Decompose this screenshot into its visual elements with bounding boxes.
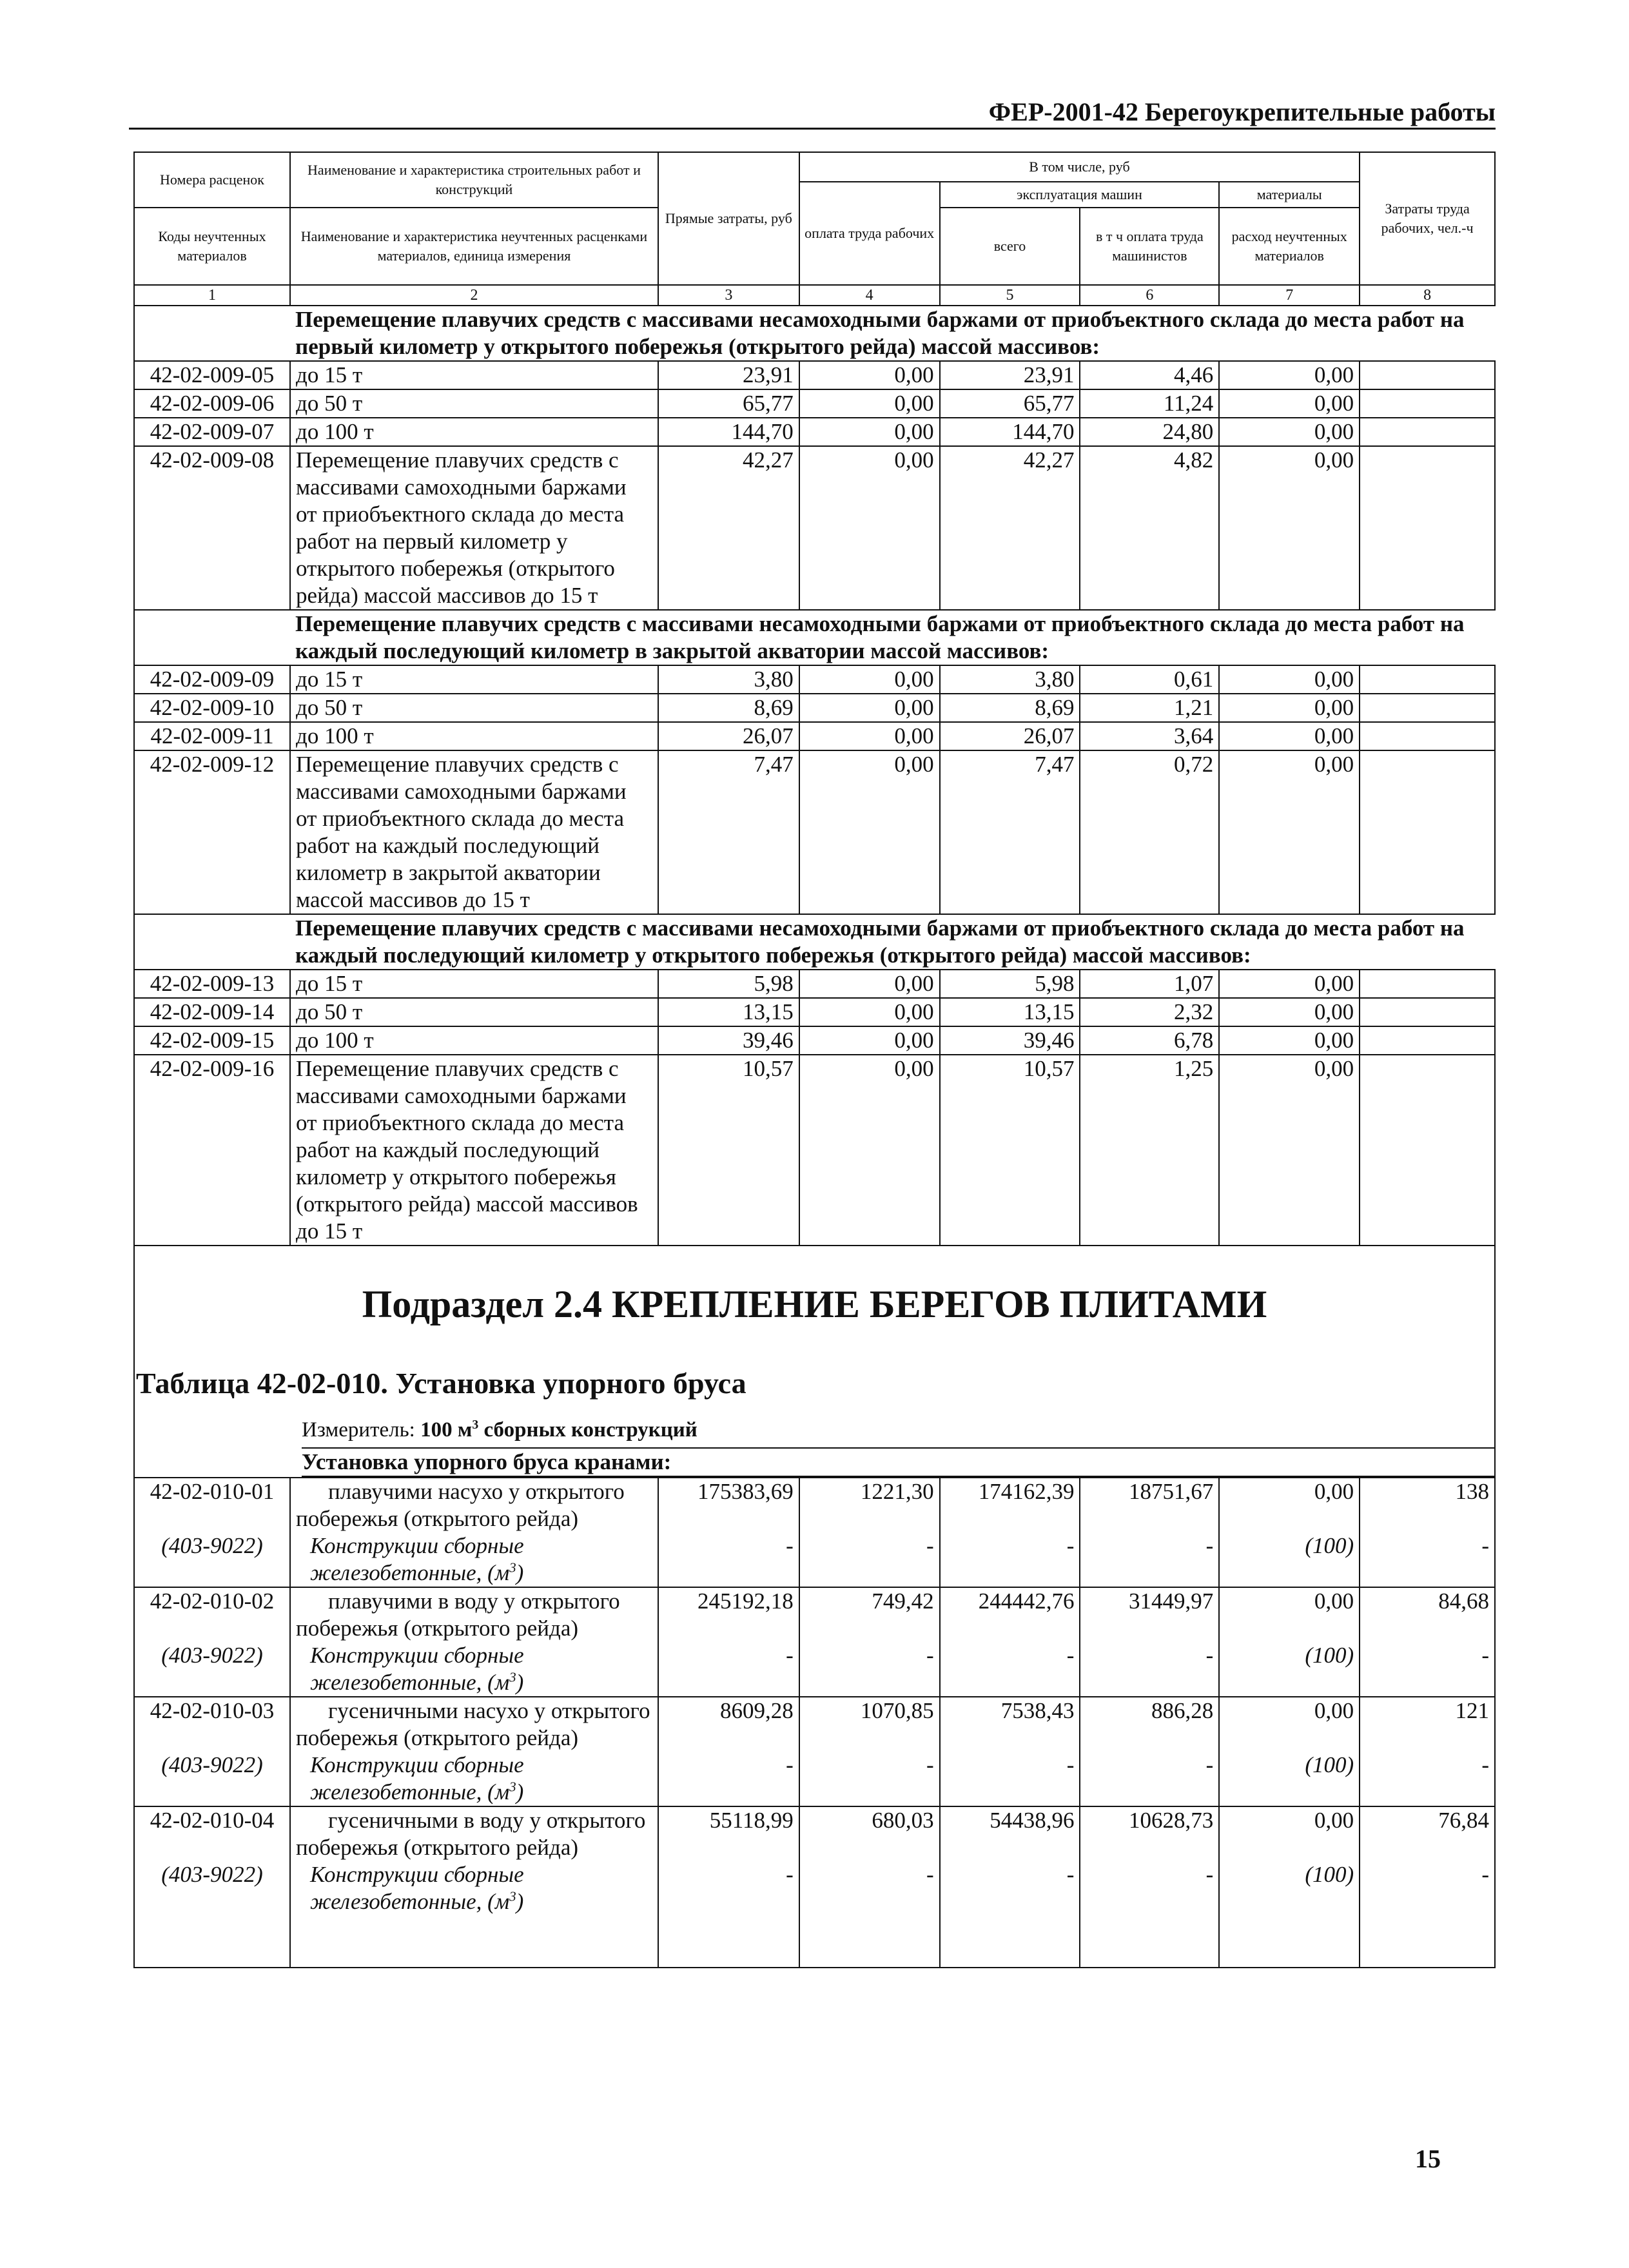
header-index-3: 3 xyxy=(658,285,799,306)
header-codes: Коды неучтенных материалов xyxy=(134,208,290,285)
rate-name: гусеничными в воду у открытого побережья (открытого рейда) xyxy=(290,1806,658,1861)
machine-total: 10,57 xyxy=(940,1055,1080,1246)
rate-code: 42-02-009-12 xyxy=(134,750,290,914)
worker-pay: 0,00 xyxy=(799,970,940,998)
header-machine-operators-pay: в т ч оплата труда машинистов xyxy=(1080,208,1219,285)
worker-pay: 680,03 xyxy=(799,1806,940,1861)
table-row xyxy=(134,1026,1495,1055)
rate-name: до 15 т xyxy=(290,361,658,389)
rate-code: 42-02-009-07 xyxy=(134,418,290,446)
direct-costs: 42,27 xyxy=(658,446,799,610)
labor xyxy=(1360,446,1495,610)
material-row: (403-9022) Конструкции сборные железобетонные, $(м^3)$ - - - - (100) - xyxy=(134,1642,1495,1697)
materials: 0,00 xyxy=(1219,389,1360,418)
header-index-6: 6 xyxy=(1080,285,1219,306)
table-row xyxy=(134,1697,1495,1752)
material-name: Конструкции сборные железобетонные, $(м^3)$ xyxy=(290,1532,658,1587)
machine-total: 54438,96 xyxy=(940,1806,1080,1861)
materials: 0,00 xyxy=(1219,1478,1360,1532)
labor xyxy=(1360,722,1495,750)
materials: 0,00 xyxy=(1219,361,1360,389)
materials: 0,00 xyxy=(1219,418,1360,446)
rate-code: 42-02-010-04 xyxy=(134,1806,290,1861)
worker-pay: 0,00 xyxy=(799,389,940,418)
header-worker-pay: оплата труда рабочих xyxy=(799,182,940,285)
materials: 0,00 xyxy=(1219,1806,1360,1861)
rate-code: 42-02-009-05 xyxy=(134,361,290,389)
material-code: (403-9022) xyxy=(134,1642,290,1697)
materials: 0,00 xyxy=(1219,1026,1360,1055)
measure-unit: Измеритель: 100 $м^3$ сборных конструкций xyxy=(302,1416,1494,1449)
table-row xyxy=(134,1478,1495,1532)
header-machine-total: всего xyxy=(940,208,1080,285)
header-materials: материалы xyxy=(1219,182,1360,208)
header-materials-use: расход неучтенных материалов xyxy=(1219,208,1360,285)
rate-code: 42-02-009-11 xyxy=(134,722,290,750)
worker-pay: 1070,85 xyxy=(799,1697,940,1752)
worker-pay: 1221,30 xyxy=(799,1478,940,1532)
rate-name: плавучими насухо у открытого побережья (открытого рейда) xyxy=(290,1478,658,1532)
rate-code: 42-02-009-13 xyxy=(134,970,290,998)
group-title: Перемещение плавучих средств с массивами несамоходными баржами от приобъектного склада до места работ на первый километр у открытого побережья (открытого рейда) массой массивов: xyxy=(290,306,1495,361)
labor xyxy=(1360,998,1495,1026)
materials: 0,00 xyxy=(1219,1697,1360,1752)
materials: 0,00 xyxy=(1219,446,1360,610)
worker-pay: 0,00 xyxy=(799,665,940,694)
table-row xyxy=(134,1055,1495,1246)
header-name-materials: Наименование и характеристика неучтенных расценками материалов, единица измерения xyxy=(290,208,658,285)
direct-costs: 10,57 xyxy=(658,1055,799,1246)
machine-total: 7,47 xyxy=(940,750,1080,914)
rate-name: Перемещение плавучих средств с массивами самоходными баржами от приобъектного склада до места работ на каждый последующий километр в закрытой акватории массой массивов до 15 т xyxy=(290,750,658,914)
table-row xyxy=(134,1806,1495,1861)
direct-costs: 13,15 xyxy=(658,998,799,1026)
operators-pay: 24,80 xyxy=(1080,418,1219,446)
header-index-1: 1 xyxy=(134,285,290,306)
table-row xyxy=(134,694,1495,722)
header-index-7: 7 xyxy=(1219,285,1360,306)
worker-pay: 0,00 xyxy=(799,1055,940,1246)
labor xyxy=(1360,1026,1495,1055)
worker-pay: 0,00 xyxy=(799,361,940,389)
labor xyxy=(1360,418,1495,446)
labor: 76,84 xyxy=(1360,1806,1495,1861)
worker-pay: 0,00 xyxy=(799,418,940,446)
worker-pay: 0,00 xyxy=(799,722,940,750)
machine-total: 26,07 xyxy=(940,722,1080,750)
material-name: Конструкции сборные железобетонные, $(м^3)$ xyxy=(290,1642,658,1697)
operators-pay: 11,24 xyxy=(1080,389,1219,418)
header-index-2: 2 xyxy=(290,285,658,306)
group-title: Перемещение плавучих средств с массивами несамоходными баржами от приобъектного склада до места работ на каждый последующий километр в закрытой акватории массой массивов: xyxy=(290,610,1495,665)
rate-code: 42-02-010-02 xyxy=(134,1587,290,1642)
cranes-subtitle: Установка упорного бруса кранами: xyxy=(302,1449,1494,1477)
rate-name: до 15 т xyxy=(290,970,658,998)
materials: 0,00 xyxy=(1219,1055,1360,1246)
direct-costs: 26,07 xyxy=(658,722,799,750)
table-row xyxy=(134,665,1495,694)
direct-costs: 23,91 xyxy=(658,361,799,389)
table-row xyxy=(134,361,1495,389)
materials: 0,00 xyxy=(1219,722,1360,750)
rate-code: 42-02-009-15 xyxy=(134,1026,290,1055)
rate-name: до 50 т xyxy=(290,998,658,1026)
labor xyxy=(1360,389,1495,418)
table-row xyxy=(134,1587,1495,1642)
direct-costs: 144,70 xyxy=(658,418,799,446)
operators-pay: 1,07 xyxy=(1080,970,1219,998)
rate-name: до 100 т xyxy=(290,722,658,750)
labor xyxy=(1360,361,1495,389)
operators-pay: 4,82 xyxy=(1080,446,1219,610)
material-name: Конструкции сборные железобетонные, $(м^3)$ xyxy=(290,1861,658,1915)
labor xyxy=(1360,694,1495,722)
rate-name: гусеничными насухо у открытого побережья (открытого рейда) xyxy=(290,1697,658,1752)
header-direct-costs: Прямые затраты, руб xyxy=(658,152,799,285)
rate-name: Перемещение плавучих средств с массивами самоходными баржами от приобъектного склада до места работ на первый километр у открытого побережья (открытого рейда) массой массивов до 15 т xyxy=(290,446,658,610)
machine-total: 7538,43 xyxy=(940,1697,1080,1752)
direct-costs: 8609,28 xyxy=(658,1697,799,1752)
table-row xyxy=(134,418,1495,446)
table-row xyxy=(134,446,1495,610)
material-code: (403-9022) xyxy=(134,1752,290,1806)
machine-total: 42,27 xyxy=(940,446,1080,610)
operators-pay: 886,28 xyxy=(1080,1697,1219,1752)
rates-table xyxy=(133,152,1496,1968)
header-including: В том числе, руб xyxy=(799,152,1360,182)
operators-pay: 2,32 xyxy=(1080,998,1219,1026)
worker-pay: 749,42 xyxy=(799,1587,940,1642)
direct-costs: 8,69 xyxy=(658,694,799,722)
operators-pay: 10628,73 xyxy=(1080,1806,1219,1861)
machine-total: 23,91 xyxy=(940,361,1080,389)
table-title: Таблица 42-02-010. Установка упорного бруса xyxy=(136,1367,746,1400)
table-row xyxy=(134,998,1495,1026)
operators-pay: 31449,97 xyxy=(1080,1587,1219,1642)
rate-name: до 50 т xyxy=(290,389,658,418)
operators-pay: 18751,67 xyxy=(1080,1478,1219,1532)
rate-code: 42-02-010-01 xyxy=(134,1478,290,1532)
labor xyxy=(1360,750,1495,914)
machine-total: 5,98 xyxy=(940,970,1080,998)
operators-pay: 1,21 xyxy=(1080,694,1219,722)
materials: 0,00 xyxy=(1219,1587,1360,1642)
rate-name: до 100 т xyxy=(290,418,658,446)
machine-total: 3,80 xyxy=(940,665,1080,694)
worker-pay: 0,00 xyxy=(799,694,940,722)
operators-pay: 0,72 xyxy=(1080,750,1219,914)
materials: 0,00 xyxy=(1219,998,1360,1026)
operators-pay: 6,78 xyxy=(1080,1026,1219,1055)
labor: 138 xyxy=(1360,1478,1495,1532)
page-number: 15 xyxy=(1415,2144,1441,2173)
labor: 121 xyxy=(1360,1697,1495,1752)
labor xyxy=(1360,970,1495,998)
rate-code: 42-02-009-10 xyxy=(134,694,290,722)
material-row: (403-9022) Конструкции сборные железобетонные, $(м^3)$ - - - - (100) - xyxy=(134,1861,1495,1915)
rate-name: Перемещение плавучих средств с массивами самоходными баржами от приобъектного склада до места работ на каждый последующий километр у открытого побережья (открытого рейда) массой массивов до 15 т xyxy=(290,1055,658,1246)
rate-name: плавучими в воду у открытого побережья (открытого рейда) xyxy=(290,1587,658,1642)
materials: 0,00 xyxy=(1219,665,1360,694)
worker-pay: 0,00 xyxy=(799,750,940,914)
direct-costs: 3,80 xyxy=(658,665,799,694)
operators-pay: 3,64 xyxy=(1080,722,1219,750)
rate-name: до 100 т xyxy=(290,1026,658,1055)
table-row xyxy=(134,722,1495,750)
rate-code: 42-02-009-14 xyxy=(134,998,290,1026)
labor: 84,68 xyxy=(1360,1587,1495,1642)
header-name: Наименование и характеристика строительных работ и конструкций xyxy=(290,152,658,208)
material-code: (403-9022) xyxy=(134,1532,290,1587)
machine-total: 13,15 xyxy=(940,998,1080,1026)
header-labor: Затраты труда рабочих, чел.-ч xyxy=(1360,152,1495,285)
rate-code: 42-02-009-06 xyxy=(134,389,290,418)
rate-code: 42-02-009-08 xyxy=(134,446,290,610)
operators-pay: 4,46 xyxy=(1080,361,1219,389)
rate-code: 42-02-009-09 xyxy=(134,665,290,694)
table-row xyxy=(134,389,1495,418)
direct-costs: 245192,18 xyxy=(658,1587,799,1642)
labor xyxy=(1360,665,1495,694)
material-row: (403-9022) Конструкции сборные железобетонные, $(м^3)$ - - - - (100) - xyxy=(134,1532,1495,1587)
group-title: Перемещение плавучих средств с массивами несамоходными баржами от приобъектного склада до места работ на каждый последующий километр у открытого побережья (открытого рейда) массой массивов: xyxy=(290,914,1495,970)
direct-costs: 65,77 xyxy=(658,389,799,418)
direct-costs: 175383,69 xyxy=(658,1478,799,1532)
material-code: (403-9022) xyxy=(134,1861,290,1915)
header-machine-op: эксплуатация машин xyxy=(940,182,1220,208)
running-header: ФЕР-2001-42 Берегоукрепительные работы xyxy=(988,97,1496,126)
rate-code: 42-02-010-03 xyxy=(134,1697,290,1752)
worker-pay: 0,00 xyxy=(799,1026,940,1055)
rate-name: до 50 т xyxy=(290,694,658,722)
materials: 0,00 xyxy=(1219,970,1360,998)
header-index-4: 4 xyxy=(799,285,940,306)
machine-total: 39,46 xyxy=(940,1026,1080,1055)
operators-pay: 0,61 xyxy=(1080,665,1219,694)
operators-pay: 1,25 xyxy=(1080,1055,1219,1246)
direct-costs: 7,47 xyxy=(658,750,799,914)
header-index-8: 8 xyxy=(1360,285,1495,306)
machine-total: 244442,76 xyxy=(940,1587,1080,1642)
direct-costs: 39,46 xyxy=(658,1026,799,1055)
material-row: (403-9022) Конструкции сборные железобетонные, $(м^3)$ - - - - (100) - xyxy=(134,1752,1495,1806)
subsection-title: Подраздел 2.4 КРЕПЛЕНИЕ БЕРЕГОВ ПЛИТАМИ xyxy=(134,1246,1495,1362)
header-number: Номера расценок xyxy=(134,152,290,208)
machine-total: 65,77 xyxy=(940,389,1080,418)
material-name: Конструкции сборные железобетонные, $(м^3)$ xyxy=(290,1752,658,1806)
machine-total: 144,70 xyxy=(940,418,1080,446)
table-row xyxy=(134,750,1495,914)
header-index-5: 5 xyxy=(940,285,1080,306)
table-row xyxy=(134,970,1495,998)
machine-total: 174162,39 xyxy=(940,1478,1080,1532)
direct-costs: 55118,99 xyxy=(658,1806,799,1861)
labor xyxy=(1360,1055,1495,1246)
worker-pay: 0,00 xyxy=(799,446,940,610)
materials: 0,00 xyxy=(1219,750,1360,914)
rate-name: до 15 т xyxy=(290,665,658,694)
materials: 0,00 xyxy=(1219,694,1360,722)
worker-pay: 0,00 xyxy=(799,998,940,1026)
header-rule xyxy=(129,128,1496,130)
direct-costs: 5,98 xyxy=(658,970,799,998)
rate-code: 42-02-009-16 xyxy=(134,1055,290,1246)
machine-total: 8,69 xyxy=(940,694,1080,722)
